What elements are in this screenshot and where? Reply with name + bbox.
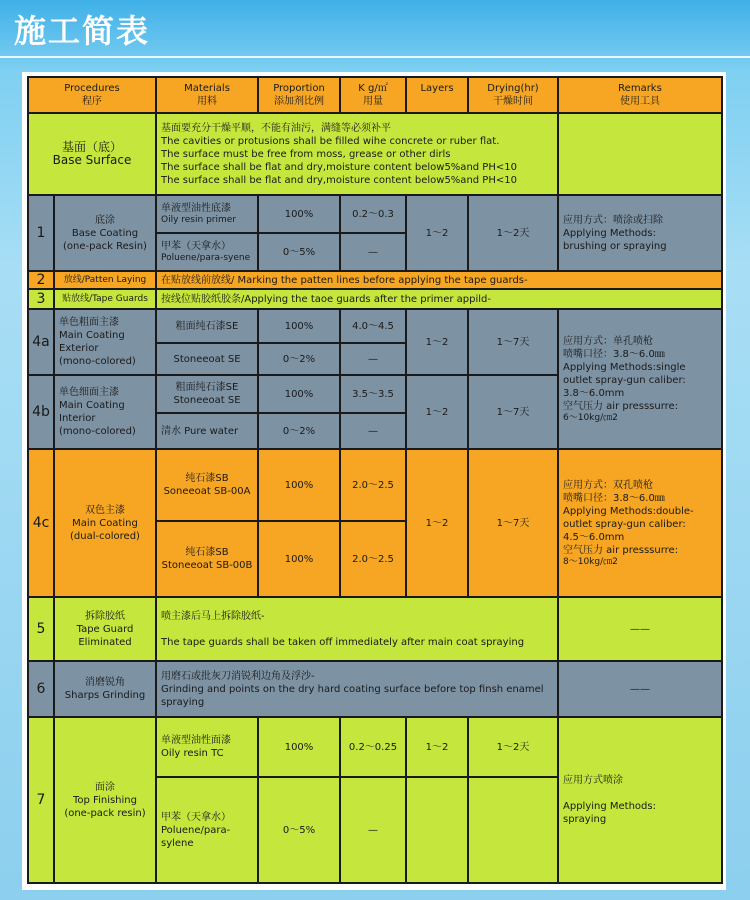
row4b-proportion-1: 100% (257, 374, 341, 414)
row6-number: 6 (27, 660, 55, 718)
banner (0, 0, 750, 58)
row7-material-2-en: sylene (161, 837, 194, 849)
row1-kg-2: — (339, 232, 407, 272)
row3-procedure: 贴放线/Tape Guards (53, 288, 157, 310)
remark-line: 空气压力 air presssurre: (563, 544, 679, 556)
row4a-kg-1: 4.0～4.5 (339, 308, 407, 344)
row7-layers-empty (405, 776, 469, 884)
row5-text-cn: 喷主漆后马上拆除胶纸- (161, 610, 265, 622)
row4b-kg-2: — (339, 412, 407, 450)
row7-proportion-1: 100% (257, 716, 341, 778)
row4a-procedure (53, 308, 157, 376)
row1-proc-en: Base Coating (71, 227, 139, 239)
row5-number: 5 (27, 596, 55, 662)
base-surface-text (155, 112, 559, 196)
row6-proc-en: Sharps Grinding (64, 690, 146, 701)
header-kg-cn: 用量 (363, 96, 383, 107)
row4c-remarks (557, 448, 723, 598)
remark-line: 应用方式：双孔喷枪 (563, 479, 653, 491)
header-procedures-en: Procedures (64, 83, 120, 94)
row4b-proc-cn: 单色细面主漆 (59, 387, 119, 398)
base-line: The surface shall be flat and dry,moisture content below5%and PH<10 (161, 174, 517, 186)
row4c-material-1-cn: 纯石漆SB (185, 473, 229, 484)
row7-material-1 (155, 716, 259, 778)
row1-material-2-cn: 甲苯（天拿水） (161, 241, 231, 252)
row4b-proportion-2: 0～2% (257, 412, 341, 450)
remark-line: 8～10kg/㎝2 (563, 556, 618, 567)
remark-line: 应用方式：单孔喷枪 (563, 335, 653, 347)
row7-remark-line: 应用方式喷涂 (563, 775, 623, 786)
row7-material-2-cn: 甲苯（天拿水） (161, 811, 231, 823)
base-title-en: Base Surface (52, 153, 132, 167)
row4b-material-1-cn: 粗面纯石漆SE (175, 382, 239, 393)
row7-material-2-en: Poluene/para- (161, 824, 231, 836)
row4a-proportion-2: 0～2% (257, 342, 341, 376)
row5-text-en: The tape guards shall be taken off immediately after main coat spraying (161, 636, 525, 648)
row4ab-remarks (557, 308, 723, 450)
row1-material-1-en: Oily resin primer (161, 215, 236, 225)
row7-remarks (557, 716, 723, 884)
header-drying (467, 76, 559, 114)
construction-table (27, 76, 723, 884)
row1-remarks (557, 194, 723, 272)
row4b-number: 4b (27, 374, 55, 450)
row4b-material-2: 清水 Pure water (155, 412, 259, 450)
header-drying-cn: 干燥时间 (493, 96, 533, 107)
row1-material-1 (155, 194, 259, 234)
base-line: The surface must be free from moss, grease or other dirls (161, 148, 451, 160)
remark-line: 空气压力 air presssurre: (563, 400, 679, 412)
row4b-material-1 (155, 374, 259, 414)
remark-line: 3.8～6.0mm (563, 387, 625, 399)
remark-line: 喷嘴口径：3.8～6.0㎜ (563, 348, 665, 360)
row4b-layers: 1～2 (405, 374, 469, 450)
row5-proc-en: Tape Guard (76, 623, 134, 635)
remark-line: 喷嘴口径：3.8～6.0㎜ (563, 492, 665, 504)
row4a-number: 4a (27, 308, 55, 376)
row4a-material-1: 粗面纯石漆SE (155, 308, 259, 344)
banner-divider (0, 56, 750, 58)
row7-proc-en: (one-pack resin) (64, 807, 146, 819)
header-kg-en: K g/㎡ (358, 83, 388, 94)
row6-proc-cn: 消磨锐角 (85, 677, 125, 688)
header-materials-cn: 用料 (197, 96, 217, 107)
header-procedures (27, 76, 157, 114)
row4b-drying: 1～7天 (467, 374, 559, 450)
row6-text-en: Grinding and points on the dry hard coating surface before top finsh enamel (161, 683, 544, 695)
row1-proc-en: (one-pack Resin) (63, 240, 147, 252)
row5-proc-en: Eliminated (78, 636, 132, 648)
header-proportion (257, 76, 341, 114)
remark-line: 4.5～6.0mm (563, 531, 625, 543)
row7-drying-empty (467, 776, 559, 884)
row1-remark-line: 应用方式：喷涂或扫除 (563, 214, 663, 226)
row7-layers: 1～2 (405, 716, 469, 778)
row1-remark-line: brushing or spraying (563, 240, 667, 252)
row7-kg-1: 0.2～0.25 (339, 716, 407, 778)
base-line: The surface shall be flat and dry,moisture content below5%and PH<10 (161, 161, 517, 173)
row1-material-1-cn: 单液型油性底漆 (161, 203, 231, 214)
row7-remark-line: spraying (563, 814, 607, 825)
row2-procedure: 放线/Patten Laying (53, 270, 157, 290)
row4c-drying: 1～7天 (467, 448, 559, 598)
row6-text (155, 660, 559, 718)
row4c-material-2-cn: 纯石漆SB (185, 547, 229, 558)
header-remarks-en: Remarks (618, 83, 662, 94)
row6-remarks: —— (557, 660, 723, 718)
row4c-proc-cn: 双色主漆 (85, 504, 125, 516)
row4c-number: 4c (27, 448, 55, 598)
row4c-proc-en: (dual-colored) (70, 530, 140, 542)
header-layers (405, 76, 469, 114)
row3-number: 3 (27, 288, 55, 310)
banner-title: 施工简表 (14, 12, 151, 50)
row4b-proc-en: Main Coating (59, 400, 125, 411)
row1-remark-line: Applying Methods: (563, 227, 656, 239)
row3-text: 按线位贴胶纸胶条/Applying the taoe guards after the primer appild- (155, 288, 723, 310)
row5-proc-cn: 拆除胶纸 (85, 610, 125, 622)
row1-drying: 1～2天 (467, 194, 559, 272)
row4b-kg-1: 3.5～3.5 (339, 374, 407, 414)
row7-remark-line: Applying Methods: (563, 801, 656, 812)
remark-line: outlet spray-gun caliber: (563, 374, 686, 386)
base-surface-label (27, 112, 157, 196)
row4b-proc-en: Interior (59, 413, 96, 424)
remark-line: 6～10kg/㎝2 (563, 412, 618, 423)
row5-procedure (53, 596, 157, 662)
row1-proportion-1: 100% (257, 194, 341, 234)
row4b-material-1-en: Stoneeoat SE (173, 395, 241, 406)
row4a-kg-2: — (339, 342, 407, 376)
row1-proportion-2: 0～5% (257, 232, 341, 272)
row5-remarks: —— (557, 596, 723, 662)
row4a-proportion-1: 100% (257, 308, 341, 344)
row7-proportion-2: 0～5% (257, 776, 341, 884)
header-materials (155, 76, 259, 114)
base-title-cn: 基面（底） (61, 140, 122, 154)
row1-proc-cn: 底涂 (95, 214, 115, 226)
base-line: 基面要充分干燥平顺，不能有油污，满缝等必须补平 (161, 122, 391, 134)
row7-material-2 (155, 776, 259, 884)
row5-text (155, 596, 559, 662)
header-materials-en: Materials (184, 83, 230, 94)
row4c-procedure (53, 448, 157, 598)
row2-number: 2 (27, 270, 55, 290)
row7-kg-2: — (339, 776, 407, 884)
row4c-proportion-2: 100% (257, 520, 341, 598)
header-procedures-cn: 程序 (82, 96, 102, 107)
row4a-drying: 1～7天 (467, 308, 559, 376)
row4c-material-2 (155, 520, 259, 598)
header-proportion-cn: 添加剂比例 (274, 96, 324, 107)
row4c-material-1 (155, 448, 259, 522)
row4a-layers: 1～2 (405, 308, 469, 376)
header-layers-en: Layers (420, 83, 454, 94)
row4a-material-2: Stoneeoat SE (155, 342, 259, 376)
row6-procedure (53, 660, 157, 718)
row4a-proc-en: Main Coating (59, 330, 125, 341)
row7-procedure (53, 716, 157, 884)
row4c-material-2-en: Stoneeoat SB-00B (161, 560, 253, 571)
row4b-procedure (53, 374, 157, 450)
header-proportion-en: Proportion (273, 83, 325, 94)
row4c-layers: 1～2 (405, 448, 469, 598)
header-drying-en: Drying(hr) (487, 83, 539, 94)
row7-proc-en: Top Finishing (73, 794, 137, 806)
remark-line: Applying Methods:single (563, 361, 686, 373)
row4a-proc-en: (mono-colored) (59, 356, 136, 367)
row6-text-cn: 用磨石或批灰刀消锐利边角及浮沙- (161, 670, 315, 682)
row1-material-2-en: Poluene/para-syene (161, 253, 251, 263)
row4a-proc-en: Exterior (59, 343, 99, 354)
row4b-proc-en: (mono-colored) (59, 426, 136, 437)
row4c-kg-2: 2.0～2.5 (339, 520, 407, 598)
row6-text-en: spraying (161, 696, 205, 708)
header-remarks-cn: 使用工具 (620, 96, 660, 107)
base-surface-remarks (557, 112, 723, 196)
row4c-proportion-1: 100% (257, 448, 341, 522)
row1-procedure (53, 194, 157, 272)
remark-line: Applying Methods:double- (563, 505, 694, 517)
row7-proc-cn: 面涂 (95, 781, 115, 793)
row7-drying: 1～2天 (467, 716, 559, 778)
row1-kg-1: 0.2～0.3 (339, 194, 407, 234)
row7-material-1-en: Oily resin TC (161, 748, 224, 759)
row4c-material-1-en: Soneeoat SB-00A (163, 486, 251, 497)
row1-number: 1 (27, 194, 55, 272)
header-kg (339, 76, 407, 114)
row4a-proc-cn: 单色粗面主漆 (59, 317, 119, 328)
row2-text: 在贴放线前放线/ Marking the patten lines before applying the tape guards- (155, 270, 723, 290)
row7-material-1-cn: 单液型油性面漆 (161, 735, 231, 746)
row7-number: 7 (27, 716, 55, 884)
header-remarks (557, 76, 723, 114)
remark-line: outlet spray-gun caliber: (563, 518, 686, 530)
row4c-kg-1: 2.0～2.5 (339, 448, 407, 522)
row1-layers: 1～2 (405, 194, 469, 272)
row4c-proc-en: Main Coating (72, 517, 138, 529)
row1-material-2 (155, 232, 259, 272)
base-line: The cavities or protusions shall be filled wihe concrete or ruber flat. (161, 135, 500, 147)
